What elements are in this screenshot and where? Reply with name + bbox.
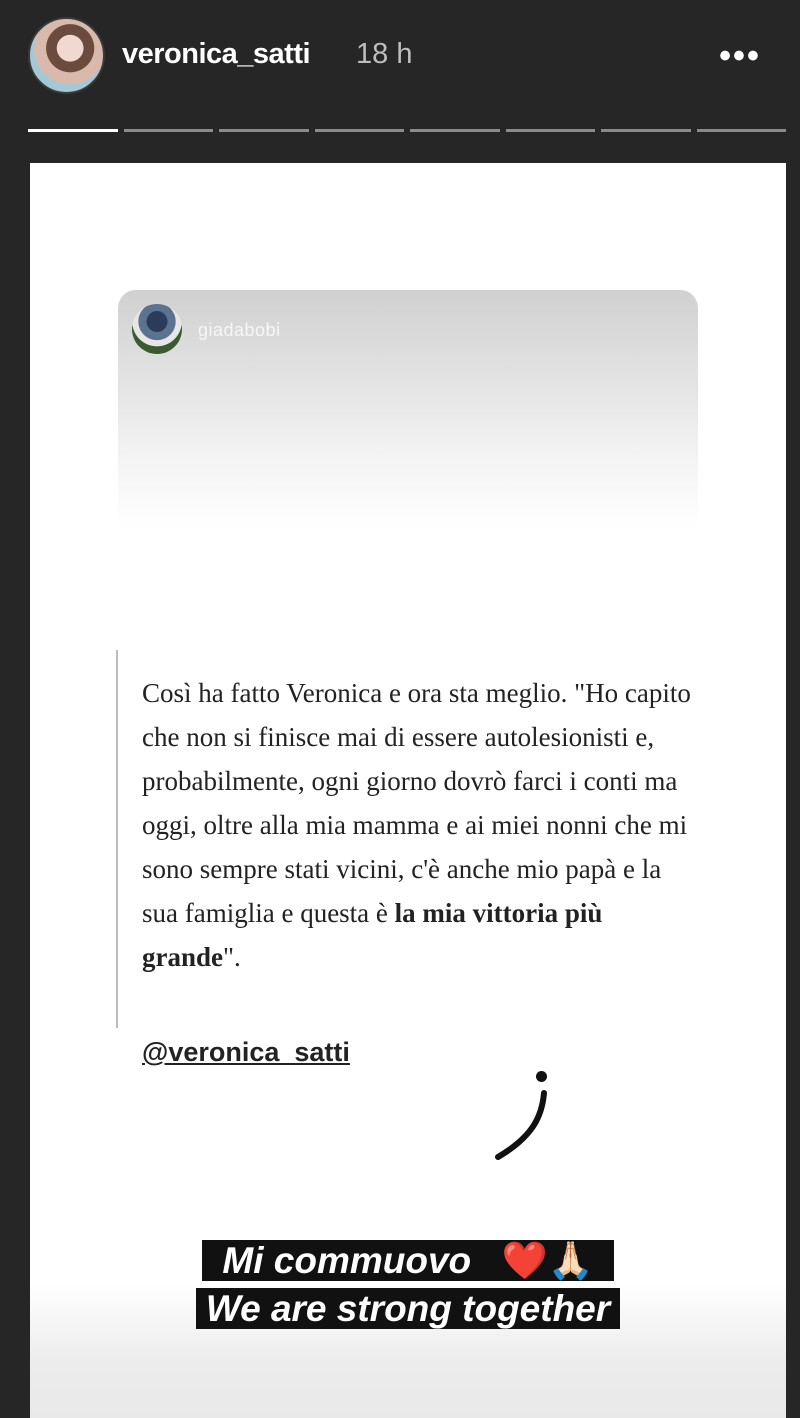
quote-text [142, 671, 702, 979]
semicolon-sticker-icon [492, 1087, 552, 1162]
story-progress-bar [28, 129, 786, 133]
reposted-story-card[interactable] [118, 290, 698, 530]
caption-line-1-text: Mi commuovo [212, 1240, 481, 1281]
mention-link[interactable]: @veronica_satti [142, 1037, 350, 1067]
progress-segment [219, 129, 309, 132]
post-time: 18 h [356, 38, 413, 70]
avatar[interactable] [28, 17, 105, 94]
progress-segment [601, 129, 691, 132]
progress-segment [315, 129, 405, 132]
progress-segment [697, 129, 787, 132]
caption-line-2-text: We are strong together [196, 1288, 620, 1329]
username[interactable]: veronica_satti [122, 38, 311, 70]
quote-text-bold: la mia vittoria più grande [142, 898, 603, 972]
quote-text-plain: Così ha fatto Veronica e ora sta meglio. "Ho capito che non si finisce mai di essere autolesionisti e, probabilmente, ogni giorno dovrò farci i conti ma oggi, oltre alla mia mamma e ai miei nonni che mi sono sempre stati vicini, c'è anche mio papà e la sua famiglia e questa è [142, 678, 691, 928]
heart-praying-emoji: ❤️🙏🏻 [491, 1240, 603, 1281]
story-frame[interactable] [30, 163, 786, 1418]
more-options-icon[interactable]: ••• [719, 37, 761, 75]
progress-segment [124, 129, 214, 132]
progress-segment [410, 129, 500, 132]
repost-username: giadabobi [198, 320, 281, 340]
quote-divider [116, 650, 118, 1028]
caption-line-1 [30, 1240, 786, 1283]
progress-segment [28, 129, 118, 132]
repost-avatar [132, 304, 182, 354]
progress-segment [506, 129, 596, 132]
caption-line-2 [30, 1288, 786, 1330]
quote-text-end: ". [223, 942, 241, 972]
semicolon-sticker-dot [536, 1071, 547, 1082]
